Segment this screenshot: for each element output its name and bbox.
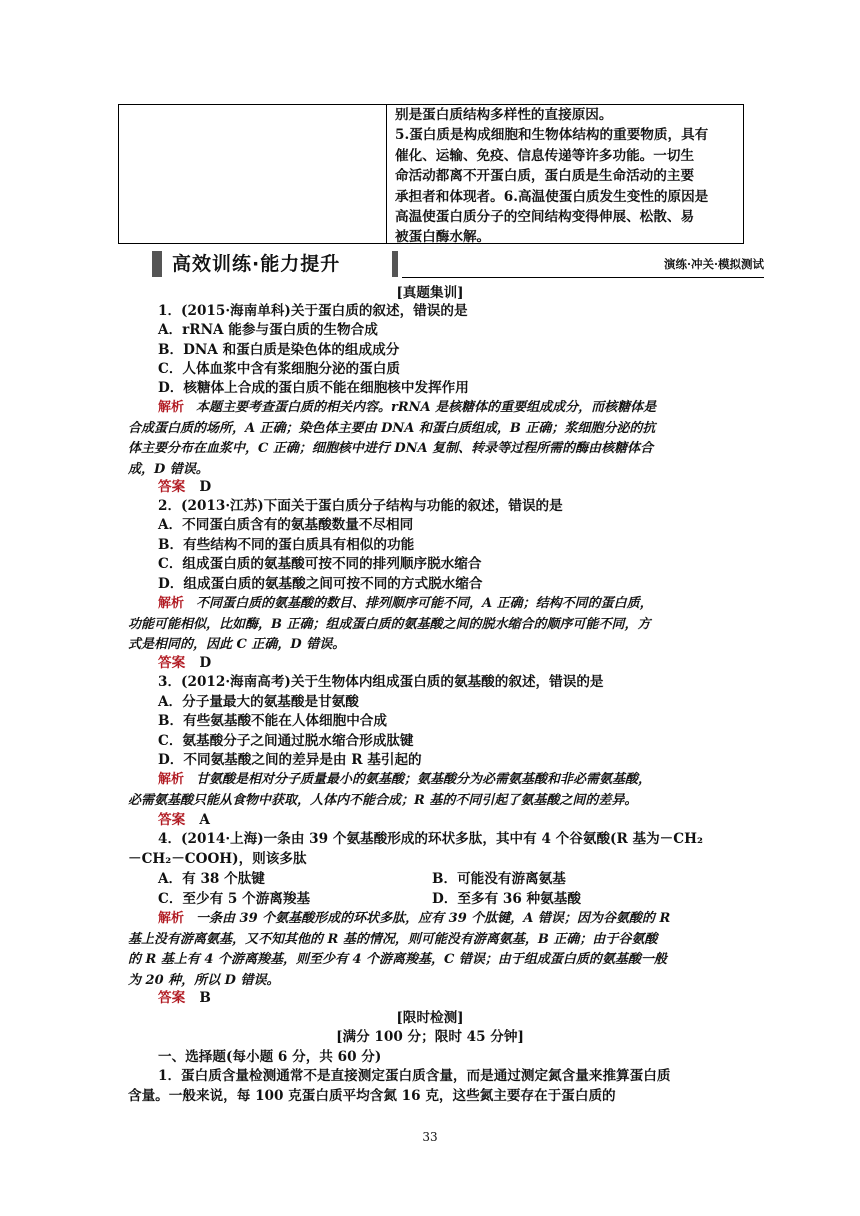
question-1-stem: 1．(2015·海南单科)关于蛋白质的叙述，错误的是 — [158, 303, 468, 319]
question-3-analysis — [128, 770, 740, 811]
question-4-analysis — [128, 909, 740, 991]
answer-value: D — [199, 479, 212, 495]
question-4-stem-line-1: 4．(2014·上海)一条由 39 个氨基酸形成的环状多肽，其中有 4 个谷氨酸(R 基为－CH₂ — [158, 831, 703, 847]
question-3-option-b: B．有些氨基酸不能在人体细胞中合成 — [158, 713, 387, 729]
banner-title: 高效训练·能力提升 — [172, 253, 341, 275]
analysis-line: 式是相同的，因此 C 正确，D 错误。 — [128, 637, 346, 652]
question-3-stem: 3．(2012·海南高考)关于生物体内组成蛋白质的氨基酸的叙述，错误的是 — [158, 674, 604, 690]
question-3-option-c: C．氨基酸分子之间通过脱水缩合形成肽键 — [158, 733, 414, 749]
analysis-line: 的 R 基上有 4 个游离羧基，则至少有 4 个游离羧基，C 错误；由于组成蛋白质的氨基酸一般 — [128, 952, 667, 967]
banner-right-block — [392, 251, 398, 277]
section-subtitle: [满分 100 分；限时 45 分钟] — [336, 1029, 524, 1045]
banner-left-block — [152, 251, 162, 277]
question-2-option-d: D．组成蛋白质的氨基酸之间可按不同的方式脱水缩合 — [158, 576, 483, 592]
section-banner — [152, 250, 764, 278]
question-1-answer — [158, 477, 211, 497]
question-1-analysis — [128, 398, 740, 480]
question-2-analysis — [128, 594, 740, 656]
question-1-option-d: D．核糖体上合成的蛋白质不能在细胞核中发挥作用 — [158, 380, 469, 396]
banner-underline — [402, 277, 764, 278]
question-5-line-2: 含量。一般来说，每 100 克蛋白质平均含氮 16 克，这些氮主要存在于蛋白质的 — [128, 1088, 616, 1104]
table-line: 被蛋白酶水解。 — [395, 229, 491, 246]
question-2-answer — [158, 653, 211, 673]
table-line: 别是蛋白质结构多样性的直接原因。 — [395, 107, 613, 123]
answer-label: 答案 — [158, 479, 186, 495]
table-line: 5.蛋白质是构成细胞和生物体结构的重要物质，具有 — [395, 127, 709, 144]
question-2-option-a: A．不同蛋白质含有的氨基酸数量不尽相同 — [158, 517, 414, 533]
table-line: 催化、运输、免疫、信息传递等许多功能。一切生 — [395, 147, 695, 164]
question-4-option-c: C．至少有 5 个游离羧基 — [158, 891, 311, 907]
analysis-line: 不同蛋白质的氨基酸的数目、排列顺序可能不同，A 正确；结构不同的蛋白质， — [196, 596, 653, 611]
answer-label: 答案 — [158, 812, 186, 828]
question-2-option-b: B．有些结构不同的蛋白质具有相似的功能 — [158, 537, 415, 553]
section-title-timed-test: [限时检测] — [396, 1010, 464, 1026]
banner-subtitle: 演练·冲关·模拟测试 — [663, 257, 764, 271]
table-right-cell — [387, 105, 743, 246]
question-4-option-b: B．可能没有游离氨基 — [432, 871, 566, 887]
analysis-label: 解析 — [158, 596, 185, 611]
analysis-label: 解析 — [158, 911, 185, 926]
analysis-line: 体主要分布在血浆中，C 正确；细胞核中进行 DNA 复制、转录等过程所需的酶由核糖体合 — [128, 441, 654, 456]
analysis-line: 本题主要考查蛋白质的相关内容。rRNA 是核糖体的重要组成成分，而核糖体是 — [196, 400, 657, 415]
answer-value: D — [199, 655, 212, 671]
analysis-line: 功能可能相似，比如酶，B 正确；组成蛋白质的氨基酸之间的脱水缩合的顺序可能不同，方 — [128, 616, 651, 632]
part-title: 一、选择题(每小题 6 分，共 60 分) — [158, 1049, 382, 1065]
table-line: 承担者和体现者。6.高温使蛋白质发生变性的原因是 — [395, 188, 709, 205]
analysis-line: 甘氨酸是相对分子质量最小的氨基酸；氨基酸分为必需氨基酸和非必需氨基酸， — [196, 772, 652, 787]
question-4-option-a: A．有 38 个肽键 — [158, 871, 265, 887]
summary-table — [118, 104, 744, 244]
question-3-option-a: A．分子量最大的氨基酸是甘氨酸 — [158, 694, 359, 710]
page-number: 33 — [422, 1130, 438, 1144]
question-4-answer — [158, 988, 211, 1008]
analysis-line: 基上没有游离氨基，又不知其他的 R 基的情况，则可能没有游离氨基，B 正确；由于谷氨酸 — [128, 931, 658, 947]
question-2-option-c: C．组成蛋白质的氨基酸可按不同的排列顺序脱水缩合 — [158, 556, 482, 572]
analysis-line: 合成蛋白质的场所，A 正确；染色体主要由 DNA 和蛋白质组成，B 正确；浆细胞分泌的抗 — [128, 420, 656, 436]
analysis-line: 一条由 39 个氨基酸形成的环状多肽，应有 39 个肽键，A 错误；因为谷氨酸的 R — [196, 911, 671, 926]
section-title-real-exam: [真题集训] — [396, 285, 464, 301]
analysis-label: 解析 — [158, 772, 185, 787]
question-4-option-d: D．至多有 36 种氨基酸 — [432, 891, 581, 907]
analysis-line: 为 20 种，所以 D 错误。 — [128, 972, 280, 988]
answer-label: 答案 — [158, 655, 186, 671]
analysis-line: 成，D 错误。 — [128, 461, 209, 477]
analysis-label: 解析 — [158, 400, 185, 415]
question-1-option-a: A．rRNA 能参与蛋白质的生物合成 — [158, 322, 378, 338]
question-5-line-1: 1．蛋白质含量检测通常不是直接测定蛋白质含量，而是通过测定氮含量来推算蛋白质 — [158, 1068, 671, 1084]
question-1-option-b: B．DNA 和蛋白质是染色体的组成成分 — [158, 342, 400, 358]
question-4-stem-line-2: －CH₂－COOH)，则该多肽 — [128, 851, 307, 867]
question-3-answer — [158, 810, 210, 830]
answer-value: A — [199, 812, 210, 828]
answer-value: B — [199, 990, 211, 1006]
table-line: 命活动都离不开蛋白质，蛋白质是生命活动的主要 — [395, 168, 695, 185]
table-line: 高温使蛋白质分子的空间结构变得伸展、松散、易 — [395, 209, 695, 226]
question-2-stem: 2．(2013·江苏)下面关于蛋白质分子结构与功能的叙述，错误的是 — [158, 498, 563, 514]
question-3-option-d: D．不同氨基酸之间的差异是由 R 基引起的 — [158, 752, 422, 768]
table-left-cell — [119, 105, 387, 243]
answer-label: 答案 — [158, 990, 186, 1006]
question-1-option-c: C．人体血浆中含有浆细胞分泌的蛋白质 — [158, 361, 400, 377]
analysis-line: 必需氨基酸只能从食物中获取，人体内不能合成；R 基的不同引起了氨基酸之间的差异。 — [128, 792, 638, 808]
